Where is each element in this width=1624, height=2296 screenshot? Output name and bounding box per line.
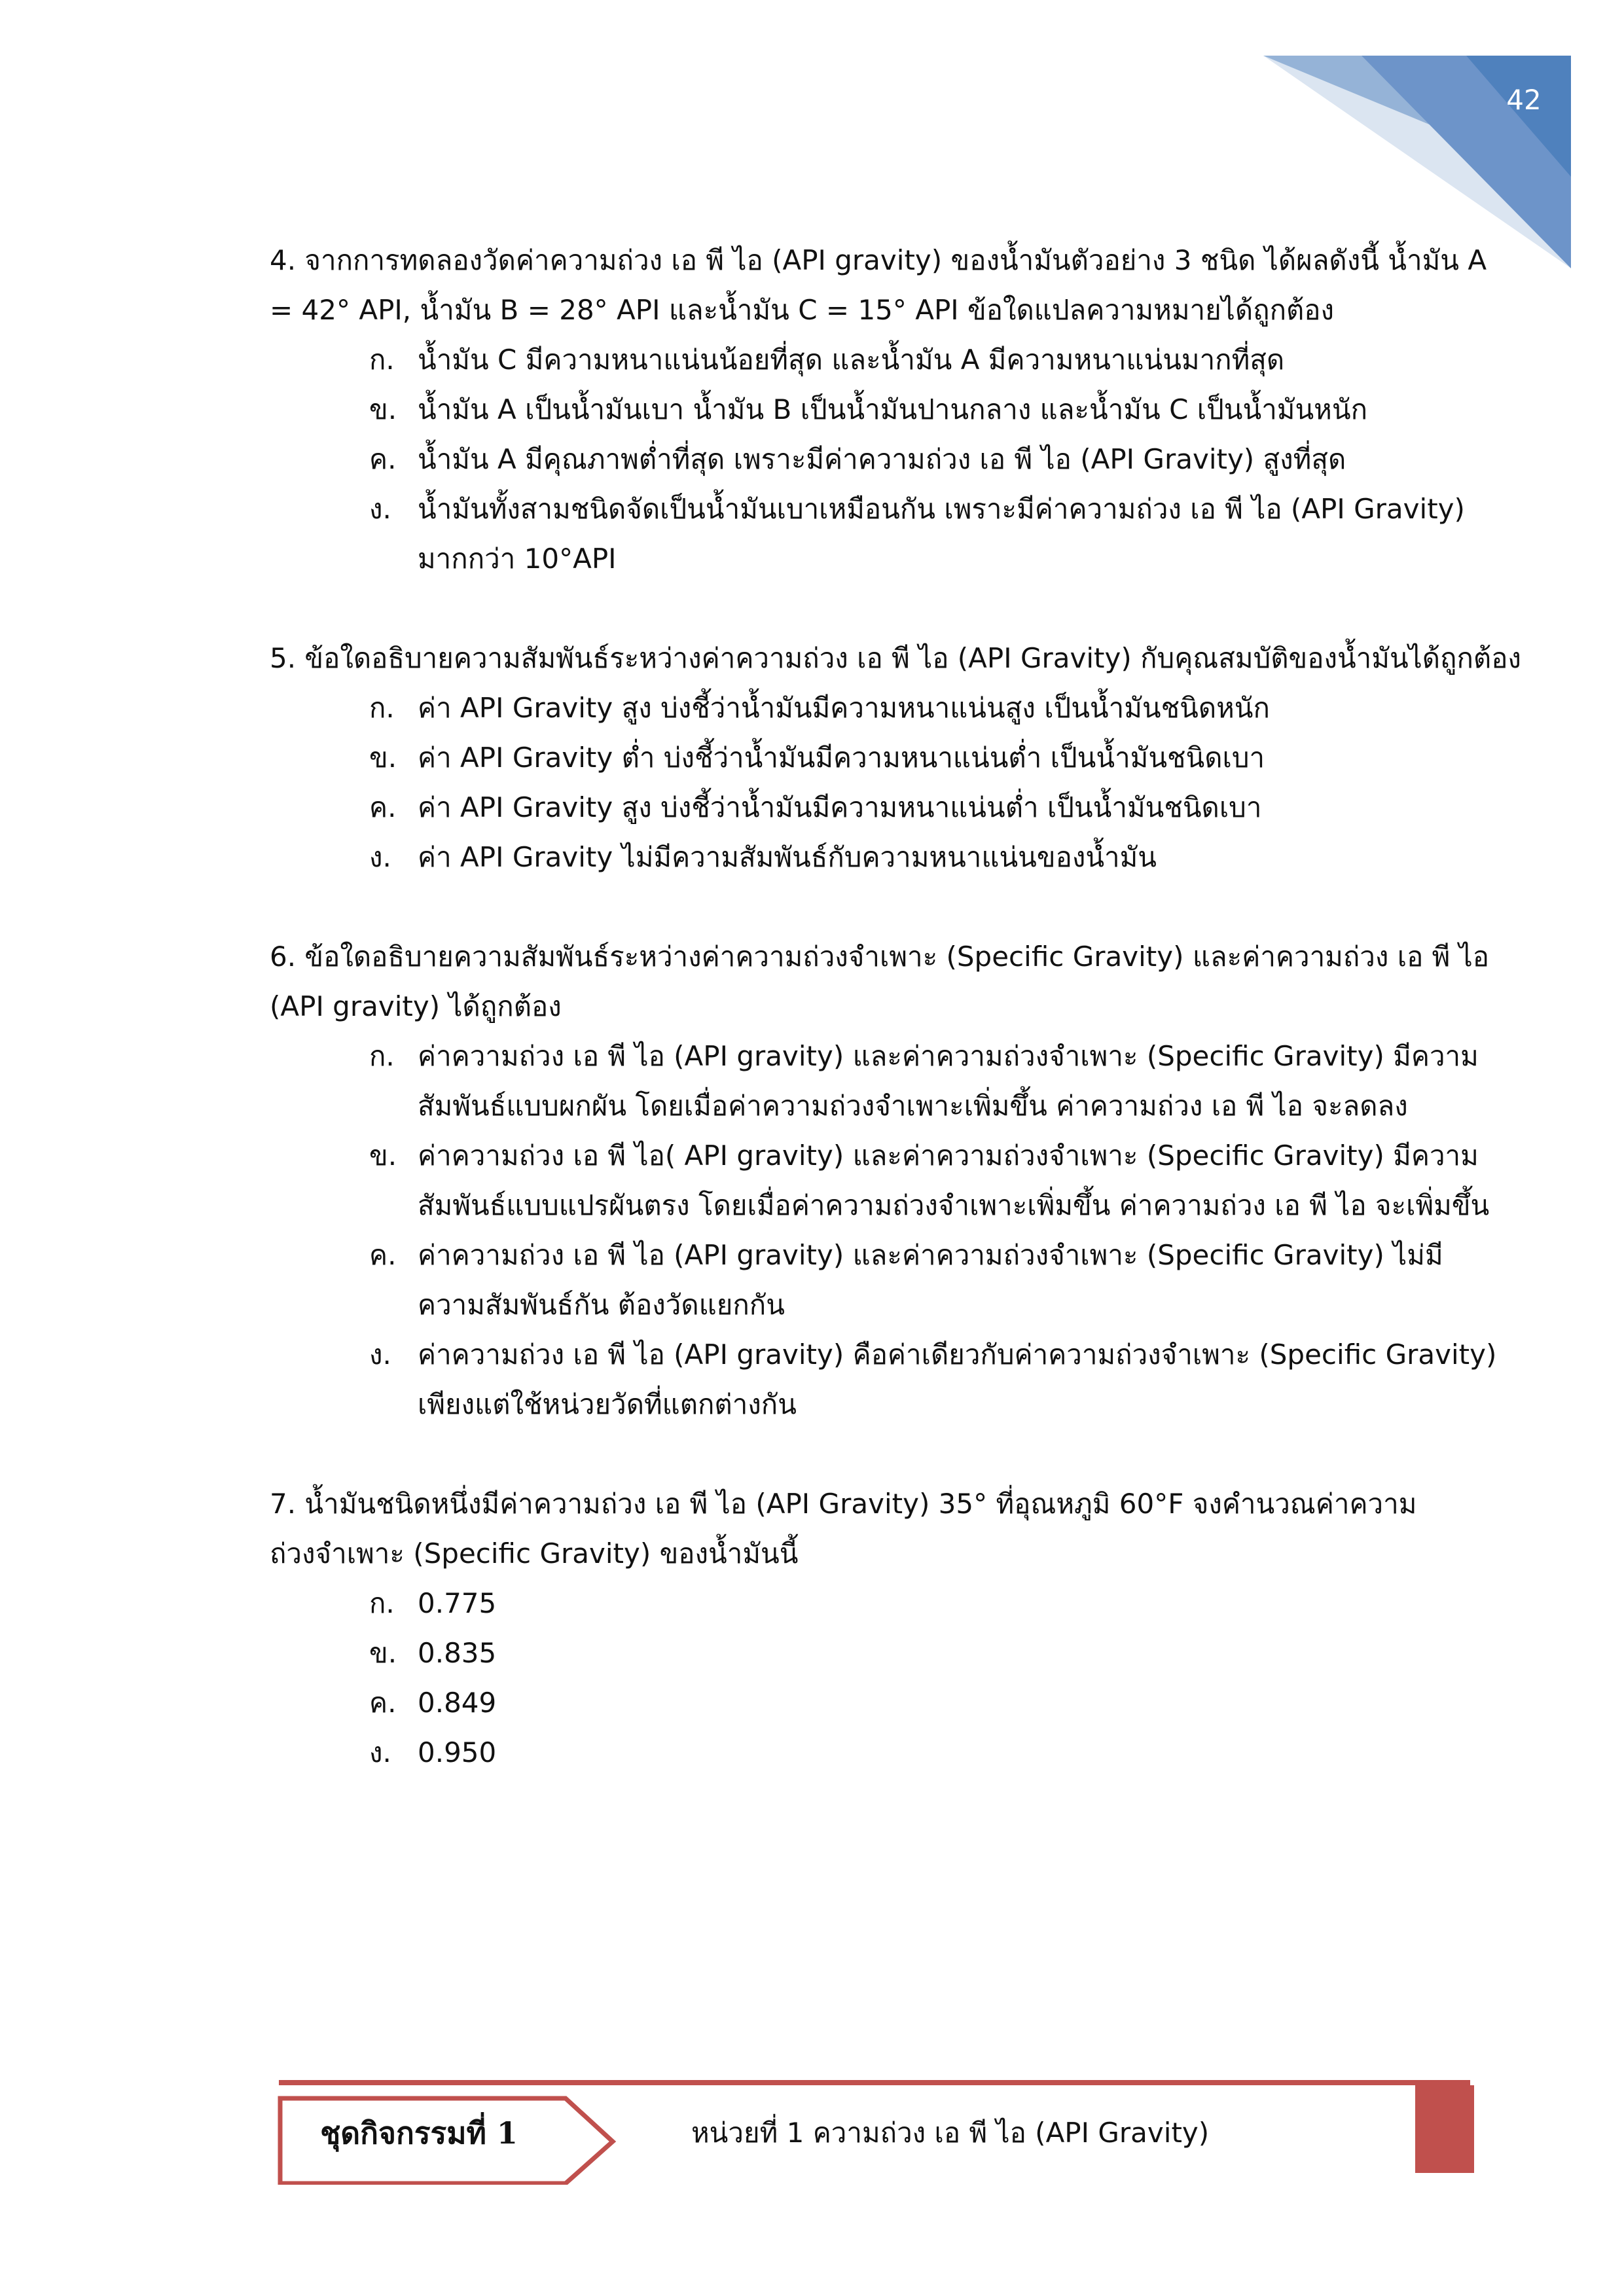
option-text: 0.835 — [418, 1637, 497, 1669]
option-text: น้ำมัน C มีความหนาแน่นน้อยที่สุด และน้ำมัน A มีความหนาแน่นมากที่สุด — [418, 344, 1285, 376]
option-marker: ก. — [369, 344, 395, 376]
option-marker: ข. — [369, 393, 397, 425]
option-marker: ก. — [369, 1040, 395, 1072]
option-text: ค่าความถ่วง เอ พี ไอ (API gravity) และค่าความถ่วงจำเพาะ (Specific Gravity) ไม่มีความสัมพันธ์กัน ต้องวัดแยกกัน — [418, 1239, 1443, 1321]
option-marker: ง. — [369, 1736, 391, 1768]
question-text-line: 6. ข้อใดอธิบายความสัมพันธ์ระหว่างค่าความถ่วงจำเพาะ (Specific Gravity) และค่าความถ่วง เอ พี ไอ — [270, 941, 1490, 973]
answer-option — [270, 1728, 1500, 1778]
option-text: น้ำมัน A เป็นน้ำมันเบา น้ำมัน B เป็นน้ำมันปานกลาง และน้ำมัน C เป็นน้ำมันหนัก — [418, 393, 1368, 425]
unit-title: หน่วยที่ 1 ความถ่วง เอ พี ไอ (API Gravity) — [691, 2117, 1210, 2149]
page-number: 42 — [1506, 84, 1542, 116]
option-marker: ค. — [369, 791, 397, 823]
answer-option — [270, 733, 1500, 783]
option-marker: ง. — [369, 493, 391, 525]
option-marker: ง. — [369, 1338, 391, 1371]
option-text: ค่า API Gravity ไม่มีความสัมพันธ์กับความหนาแน่นของน้ำมัน — [418, 841, 1157, 873]
question-list — [270, 236, 1521, 1827]
answer-option — [270, 683, 1500, 733]
option-text: ค่า API Gravity สูง บ่งชี้ว่าน้ำมันมีความหนาแน่นต่ำ เป็นน้ำมันชนิดเบา — [418, 791, 1262, 823]
option-text: 0.849 — [418, 1687, 497, 1719]
answer-option — [270, 484, 1500, 584]
option-marker: ก. — [369, 1587, 395, 1619]
question-text-line: (API gravity) ได้ถูกต้อง — [270, 990, 562, 1022]
answer-option — [270, 1628, 1500, 1678]
answer-option — [270, 1678, 1500, 1728]
answer-option — [270, 783, 1500, 833]
answer-option — [270, 1230, 1500, 1330]
option-text: ค่าความถ่วง เอ พี ไอ (API gravity) และค่าความถ่วงจำเพาะ (Specific Gravity) มีความสัมพันธ์แบบผกผัน โดยเมื่อค่าความถ่วงจำเพาะเพิ่มขึ้น ค่าความถ่วง เอ พี ไอ จะลดลง — [418, 1040, 1479, 1122]
option-marker: ง. — [369, 841, 391, 873]
option-text: ค่า API Gravity ต่ำ บ่งชี้ว่าน้ำมันมีความหนาแน่นต่ำ เป็นน้ำมันชนิดเบา — [418, 742, 1265, 774]
answer-option — [270, 335, 1500, 385]
option-marker: ค. — [369, 1687, 397, 1719]
option-marker: ค. — [369, 1239, 397, 1271]
answer-option — [270, 385, 1500, 435]
footer-accent-block — [1415, 2085, 1474, 2173]
option-text: ค่า API Gravity สูง บ่งชี้ว่าน้ำมันมีความหนาแน่นสูง เป็นน้ำมันชนิดหนัก — [418, 692, 1270, 724]
question-6 — [270, 932, 1500, 1429]
question-5 — [270, 634, 1521, 882]
footer-rule — [279, 2080, 1470, 2085]
question-text-line: 7. น้ำมันชนิดหนึ่งมีค่าความถ่วง เอ พี ไอ (API Gravity) 35° ที่อุณหภูมิ 60°F จงคำนวณค่าความ — [270, 1488, 1417, 1520]
answer-option — [270, 1330, 1500, 1429]
option-text: ค่าความถ่วง เอ พี ไอ( API gravity) และค่าความถ่วงจำเพาะ (Specific Gravity) มีความสัมพันธ์แบบแปรผันตรง โดยเมื่อค่าความถ่วงจำเพาะเพิ่มขึ้น ค่าความถ่วง เอ พี ไอ จะเพิ่มขึ้น — [418, 1139, 1490, 1221]
option-marker: ข. — [369, 742, 397, 774]
option-text: น้ำมันทั้งสามชนิดจัดเป็นน้ำมันเบาเหมือนกัน เพราะมีค่าความถ่วง เอ พี ไอ (API Gravity) มากกว่า 10°API — [418, 493, 1465, 575]
question-text-line: 5. ข้อใดอธิบายความสัมพันธ์ระหว่างค่าความถ่วง เอ พี ไอ (API Gravity) กับคุณสมบัติของน้ำมันได้ถูกต้อง — [270, 642, 1521, 674]
question-text-line: ถ่วงจำเพาะ (Specific Gravity) ของน้ำมันนี้ — [270, 1537, 799, 1570]
question-text-line: = 42° API, น้ำมัน B = 28° API และน้ำมัน C = 15° API ข้อใดแปลความหมายได้ถูกต้อง — [270, 294, 1335, 326]
option-text: ค่าความถ่วง เอ พี ไอ (API gravity) คือค่าเดียวกับค่าความถ่วงจำเพาะ (Specific Gravity) เพียงแต่ใช้หน่วยวัดที่แตกต่างกัน — [418, 1338, 1497, 1420]
activity-label: ชุดกิจกรรมที่ 1 — [320, 2115, 518, 2151]
question-7 — [270, 1479, 1500, 1778]
answer-option — [270, 1031, 1500, 1131]
option-marker: ข. — [369, 1139, 397, 1172]
question-text-line: 4. จากการทดลองวัดค่าความถ่วง เอ พี ไอ (API gravity) ของน้ำมันตัวอย่าง 3 ชนิด ได้ผลดังนี้ น้ำมัน A — [270, 244, 1487, 276]
answer-option — [270, 833, 1500, 882]
question-4 — [270, 236, 1500, 584]
answer-option — [270, 435, 1500, 484]
answer-option — [270, 1579, 1500, 1628]
option-text: น้ำมัน A มีคุณภาพต่ำที่สุด เพราะมีค่าความถ่วง เอ พี ไอ (API Gravity) สูงที่สุด — [418, 443, 1346, 475]
option-marker: ก. — [369, 692, 395, 724]
option-marker: ข. — [369, 1637, 397, 1669]
answer-option — [270, 1131, 1500, 1230]
option-marker: ค. — [369, 443, 397, 475]
option-text: 0.950 — [418, 1736, 497, 1768]
option-text: 0.775 — [418, 1587, 497, 1619]
